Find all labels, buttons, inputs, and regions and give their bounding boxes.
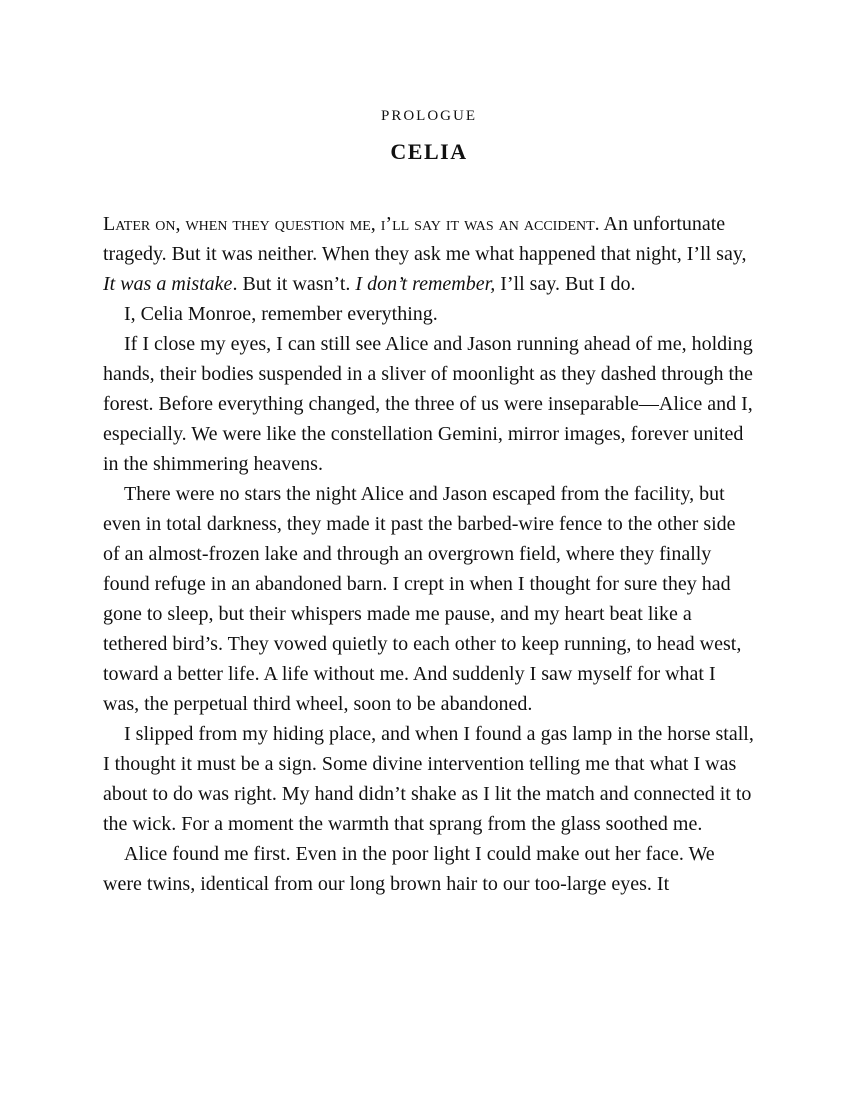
paragraph [103, 839, 755, 899]
paragraph [103, 299, 755, 329]
text-segment: It was a mistake [103, 273, 233, 295]
chapter-kicker: PROLOGUE [380, 108, 477, 124]
text-segment: Alice found me first. Even in the poor light I could make out her face. We were twins, identical from our long brown hair to our too-large eyes. It [103, 843, 715, 895]
chapter-title: CELIA [390, 139, 468, 164]
text-segment: ater on, when they question me, i’ll say it was an accident. [115, 213, 600, 235]
body-text [103, 209, 755, 899]
text-segment: I, Celia Monroe, remember everything. [124, 303, 438, 325]
text-segment: If I close my eyes, I can still see Alice and Jason running ahead of me, holding hands, their bodies suspended in a sliver of moonlight as they dashed through the forest. Before everything changed, the three of us were inseparable—Alice and I, especially. We were like the constellation Gemini, mirror images, forever united in the shimmering heavens. [103, 333, 753, 475]
text-segment: There were no stars the night Alice and Jason escaped from the facility, but even in total darkness, they made it past the barbed-wire fence to the other side of an almost-frozen lake and through an overgrown field, where they finally found refuge in an abandoned barn. I crept in when I thought for sure they had gone to sleep, but their whispers made me pause, and my heart beat like a tethered bird’s. They vowed quietly to each other to keep running, to head west, toward a better life. A life without me. And suddenly I saw myself for what I was, the perpetual third wheel, soon to be abandoned. [103, 483, 742, 715]
paragraph [103, 329, 755, 479]
text-segment: L [103, 213, 116, 235]
text-segment: I’ll say. But I do. [495, 273, 636, 295]
text-segment: An unfortunate tragedy. But it was neither. When they ask me what happened that night, I’ll say, [103, 213, 747, 265]
paragraph [103, 209, 755, 299]
text-segment: I slipped from my hiding place, and when I found a gas lamp in the horse stall, I thought it must be a sign. Some divine intervention telling me that what I was about to do was right. My hand didn’t shake as I lit the match and connected it to the wick. For a moment the warmth that sprang from the glass soothed me. [103, 723, 754, 835]
text-segment: . But it wasn’t. [232, 273, 356, 295]
paragraph [103, 719, 755, 839]
paragraph [103, 479, 755, 719]
text-segment: I don’t remember, [355, 273, 496, 295]
